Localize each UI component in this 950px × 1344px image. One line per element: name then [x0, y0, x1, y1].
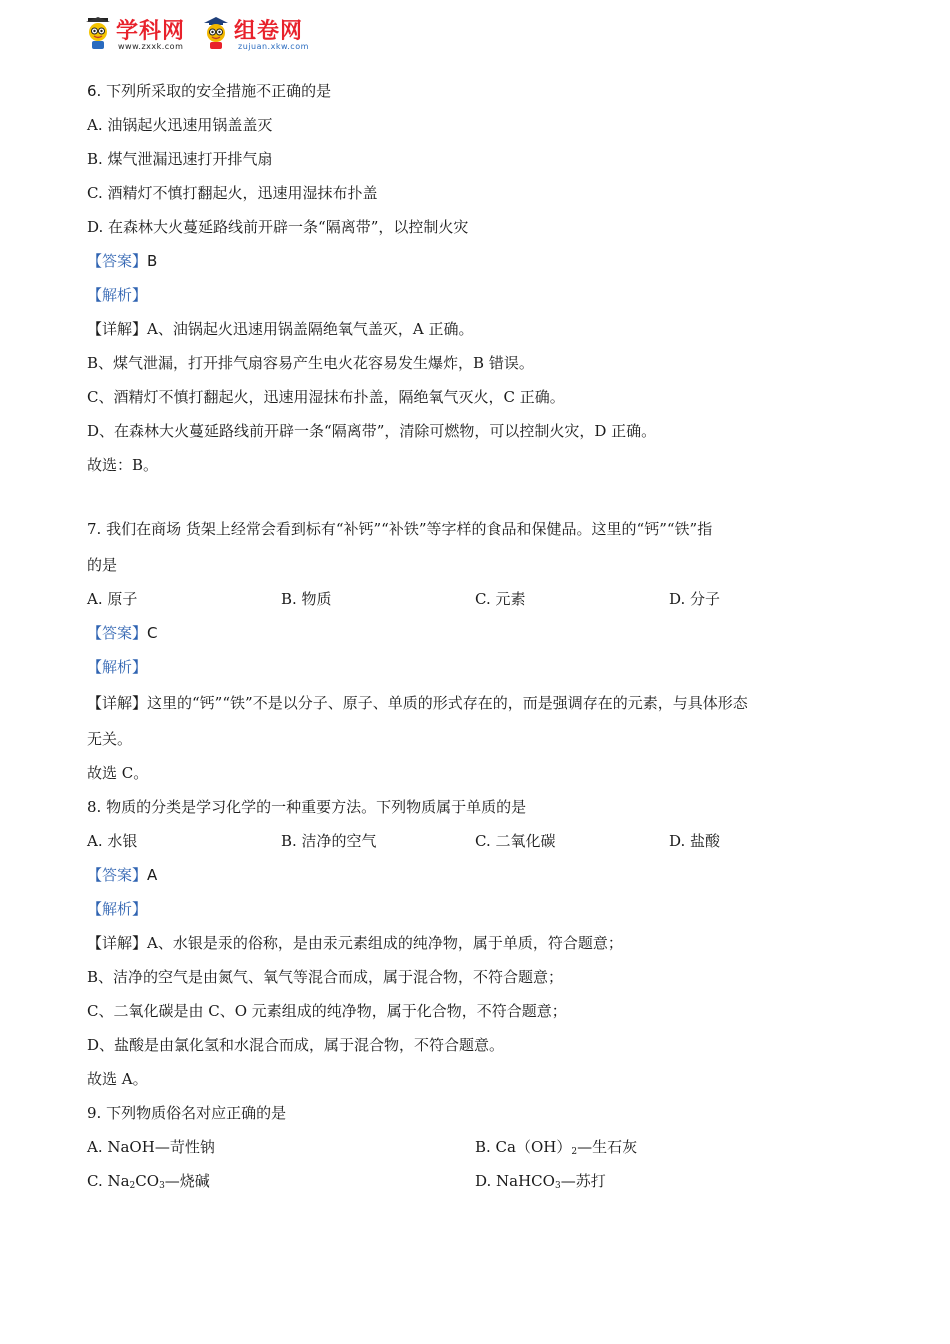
q6-conclusion: 故选：B。	[87, 456, 159, 474]
q7-detail-line1: 这里的“钙”“铁”不是以分子、原子、单质的形式存在的，而是强调存在的元素，与具体形态	[147, 694, 748, 712]
q9-option-b	[475, 1130, 863, 1164]
q8-detail-b: B、洁净的空气是由氮气、氧气等混合而成，属于混合物，不符合题意；	[87, 968, 564, 986]
q7-option-a: A. 原子	[87, 590, 138, 608]
q8-detail-d: D、盐酸是由氯化氢和水混合而成，属于混合物，不符合题意。	[87, 1036, 505, 1054]
q9-stem: 9. 下列物质俗名对应正确的是	[87, 1104, 287, 1122]
q6-answer-row	[87, 244, 867, 278]
q9-option-d	[475, 1164, 863, 1198]
q7-conclusion: 故选 C。	[87, 764, 149, 782]
q7-option-c: C. 元素	[475, 590, 526, 608]
q8-option-c: C. 二氧化碳	[475, 832, 556, 850]
document-body	[87, 74, 867, 1198]
q7-detail-row	[87, 684, 867, 722]
mascot-icon	[84, 16, 112, 50]
q8-answer: A	[147, 866, 158, 884]
answer-label: 【答案】	[87, 252, 148, 270]
mascot-icon	[202, 16, 230, 50]
answer-label: 【答案】	[87, 624, 148, 642]
zxxk-logo-name: 学科网	[116, 19, 186, 44]
q6-detail-c: C、酒精灯不慎打翻起火，迅速用湿抹布扑盖，隔绝氧气灭火，C 正确。	[87, 388, 565, 406]
q7-options	[87, 582, 867, 616]
q9-option-c-post: —烧碱	[164, 1172, 210, 1190]
q7-option-d: D. 分子	[669, 590, 721, 608]
q8-detail-row	[87, 926, 867, 960]
q9-option-b-sub: 2	[571, 1147, 578, 1157]
q7-detail-line2: 无关。	[87, 730, 133, 748]
q6-stem: 6. 下列所采取的安全措施不正确的是	[87, 82, 332, 100]
q9-option-b-post: —生石灰	[577, 1138, 638, 1156]
zujuan-logo-name: 组卷网	[234, 19, 304, 44]
q9-option-b-pre: B. Ca（OH）	[475, 1138, 572, 1156]
q7-stem-line2: 的是	[87, 556, 118, 574]
q8-option-a: A. 水银	[87, 832, 138, 850]
q8-answer-row	[87, 858, 867, 892]
q7-stem-line1: 7. 我们在商场 货架上经常会看到标有“补钙”“补铁”等字样的食品和保健品。这里的“钙”“铁”指	[87, 520, 713, 538]
q6-option-c: C. 酒精灯不慎打翻起火，迅速用湿抹布扑盖	[87, 184, 378, 202]
zujuan-logo	[202, 12, 322, 54]
q6-detail-row	[87, 312, 867, 346]
q6-detail-b: B、煤气泄漏，打开排气扇容易产生电火花容易发生爆炸，B 错误。	[87, 354, 534, 372]
analysis-label: 【解析】	[87, 286, 148, 304]
q6-answer: B	[147, 252, 158, 270]
q9-options-row1	[87, 1130, 867, 1164]
detail-label: 【详解】	[87, 694, 148, 712]
q8-option-d: D. 盐酸	[669, 832, 721, 850]
q6-option-b: B. 煤气泄漏迅速打开排气扇	[87, 150, 273, 168]
q9-option-d-post: —苏打	[560, 1172, 606, 1190]
q8-option-b: B. 洁净的空气	[281, 832, 377, 850]
answer-label: 【答案】	[87, 866, 148, 884]
detail-label: 【详解】	[87, 934, 148, 952]
q6-option-d: D. 在森林大火蔓延路线前开辟一条“隔离带”，以控制火灾	[87, 218, 469, 236]
q9-option-a: A. NaOH—苛性钠	[87, 1138, 215, 1156]
q7-analysis-row	[87, 650, 867, 684]
q9-option-c-sub2: 3	[159, 1181, 165, 1191]
page-header	[84, 12, 324, 54]
q9-option-d-sub: 3	[554, 1181, 561, 1191]
q9-option-c	[87, 1164, 475, 1198]
q8-analysis-row	[87, 892, 867, 926]
q9-option-c-mid: CO	[135, 1172, 160, 1190]
analysis-label: 【解析】	[87, 658, 148, 676]
q9-option-c-sub1: 2	[129, 1181, 136, 1191]
zxxk-logo	[84, 12, 196, 54]
detail-label: 【详解】	[87, 320, 148, 338]
q6-analysis-row	[87, 278, 867, 312]
q8-conclusion: 故选 A。	[87, 1070, 148, 1088]
q7-option-b: B. 物质	[281, 590, 332, 608]
q7-answer: C	[147, 624, 158, 642]
q6-detail-a: A、油锅起火迅速用锅盖隔绝氧气盖灭，A 正确。	[147, 320, 474, 338]
zxxk-logo-url: www.zxxk.com	[118, 42, 184, 51]
zujuan-logo-url: zujuan.xkw.com	[238, 42, 309, 51]
q8-detail-c: C、二氧化碳是由 C、O 元素组成的纯净物，属于化合物，不符合题意；	[87, 1002, 567, 1020]
q9-options-row2	[87, 1164, 867, 1198]
analysis-label: 【解析】	[87, 900, 148, 918]
q9-option-d-pre: D. NaHCO	[475, 1172, 555, 1190]
q8-options	[87, 824, 867, 858]
q8-detail-a: A、水银是汞的俗称，是由汞元素组成的纯净物，属于单质，符合题意；	[147, 934, 623, 952]
q9-option-c-pre: C. Na	[87, 1172, 130, 1190]
q6-option-a: A. 油锅起火迅速用锅盖盖灭	[87, 116, 273, 134]
q7-answer-row	[87, 616, 867, 650]
q8-stem: 8. 物质的分类是学习化学的一种重要方法。下列物质属于单质的是	[87, 798, 527, 816]
q6-detail-d: D、在森林大火蔓延路线前开辟一条“隔离带”，清除可燃物，可以控制火灾，D 正确。	[87, 422, 657, 440]
